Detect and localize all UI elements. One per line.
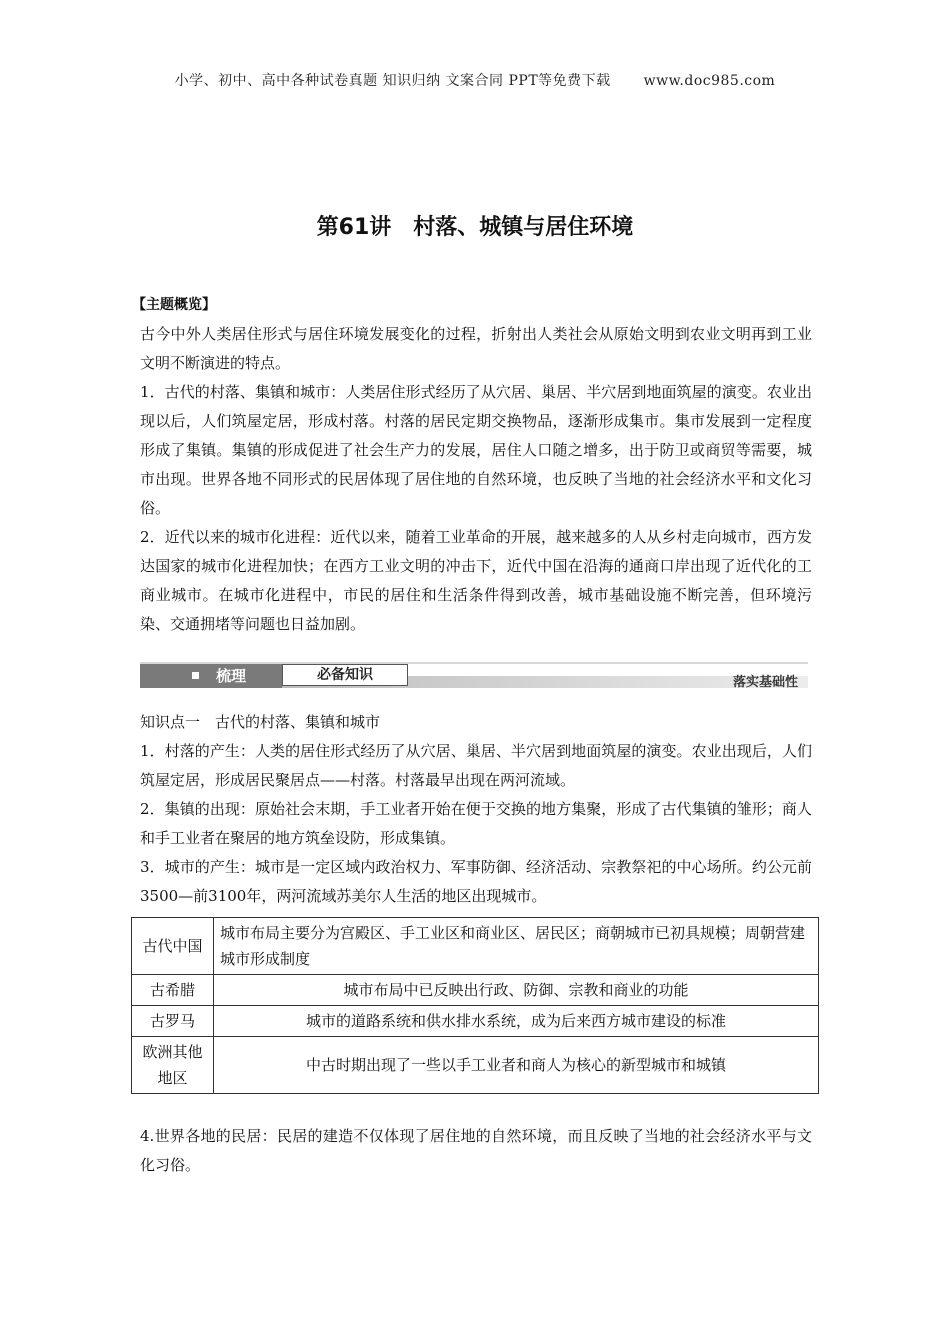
table-cell-region: 古代中国	[132, 918, 214, 975]
table-cell-region: 古希腊	[132, 975, 214, 1006]
knowledge-item: 2．集镇的出现：原始社会末期，手工业者开始在便于交换的地方集聚，形成了古代集镇的雏形；商人和手工业者在聚居的地方筑垒设防，形成集镇。	[140, 800, 812, 847]
lecture-topic: 村落、城镇与居住环境	[413, 215, 634, 240]
page-header	[0, 70, 950, 90]
table-cell-desc: 中古时期出现了一些以手工业者和商人为核心的新型城市和城镇	[214, 1037, 819, 1094]
knowledge-section	[140, 708, 812, 911]
table-cell-desc: 城市布局主要分为宫殿区、手工业区和商业区、居民区；商朝城市已初具规模；周朝营建城市形成制度	[214, 918, 819, 975]
banner-box-label: 必备知识	[282, 664, 408, 686]
table-cell-desc: 城市布局中已反映出行政、防御、宗教和商业的功能	[214, 975, 819, 1006]
table-cell-region: 欧洲其他地区	[132, 1037, 214, 1094]
banner-right-label: 落实基础性	[732, 675, 798, 690]
knowledge-item: 3．城市的产生：城市是一定区域内政治权力、军事防御、经济活动、宗教祭祀的中心场所。约公元前3500—前3100年，两河流域苏美尔人生活的地区出现城市。	[140, 858, 812, 905]
table-row	[132, 918, 819, 975]
city-table	[131, 917, 819, 1094]
table-row	[132, 1006, 819, 1037]
table-cell-desc: 城市的道路系统和供水排水系统，成为后来西方城市建设的标准	[214, 1006, 819, 1037]
tail-section	[140, 1122, 812, 1180]
banner-tab	[140, 664, 282, 688]
header-site: www.doc985.com	[643, 73, 776, 89]
tail-paragraph: 4.世界各地的民居：民居的建造不仅体现了居住地的自然环境，而且反映了当地的社会经济水平与文化习俗。	[140, 1127, 812, 1174]
page-title	[0, 210, 950, 241]
overview-paragraph: 2．近代以来的城市化进程：近代以来，随着工业革命的开展，越来越多的人从乡村走向城市，西方发达国家的城市化进程加快；在西方工业文明的冲击下，近代中国在沿海的通商口岸出现了近代化的工商业城市。在城市化进程中，市民的居住和生活条件得到改善，城市基础设施不断完善，但环境污染、交通拥堵等问题也日益加剧。	[140, 528, 812, 633]
header-text: 小学、初中、高中各种试卷真题 知识归纳 文案合同 PPT等免费下载	[174, 73, 611, 89]
overview-paragraph: 古今中外人类居住形式与居住环境发展变化的过程，折射出人类社会从原始文明到农业文明再到工业文明不断演进的特点。	[140, 325, 812, 372]
table-row	[132, 1037, 819, 1094]
banner-tab-label: 梳理	[216, 667, 247, 685]
knowledge-item: 1．村落的产生：人类的居住形式经历了从穴居、巢居、半穴居到地面筑屋的演变。农业出现后，人们筑屋定居，形成居民聚居点——村落。村落最早出现在两河流域。	[140, 742, 812, 789]
knowledge-heading: 知识点一 古代的村落、集镇和城市	[140, 713, 381, 731]
table-cell-region: 古罗马	[132, 1006, 214, 1037]
section-banner	[140, 652, 808, 692]
table-row	[132, 975, 819, 1006]
lecture-number: 第61讲	[316, 215, 392, 240]
square-bullet-icon	[192, 672, 199, 679]
overview-section	[132, 291, 812, 639]
overview-paragraph: 1．古代的村落、集镇和城市：人类居住形式经历了从穴居、巢居、半穴居到地面筑屋的演变。农业出现以后，人们筑屋定居，形成村落。村落的居民定期交换物品，逐渐形成集市。集市发展到一定程度形成了集镇。集镇的形成促进了社会生产力的发展，居住人口随之增多，出于防卫或商贸等需要，城市出现。世界各地不同形式的民居体现了居住地的自然环境，也反映了当地的社会经济水平和文化习俗。	[140, 383, 812, 517]
overview-heading: 【主题概览】	[132, 297, 216, 313]
